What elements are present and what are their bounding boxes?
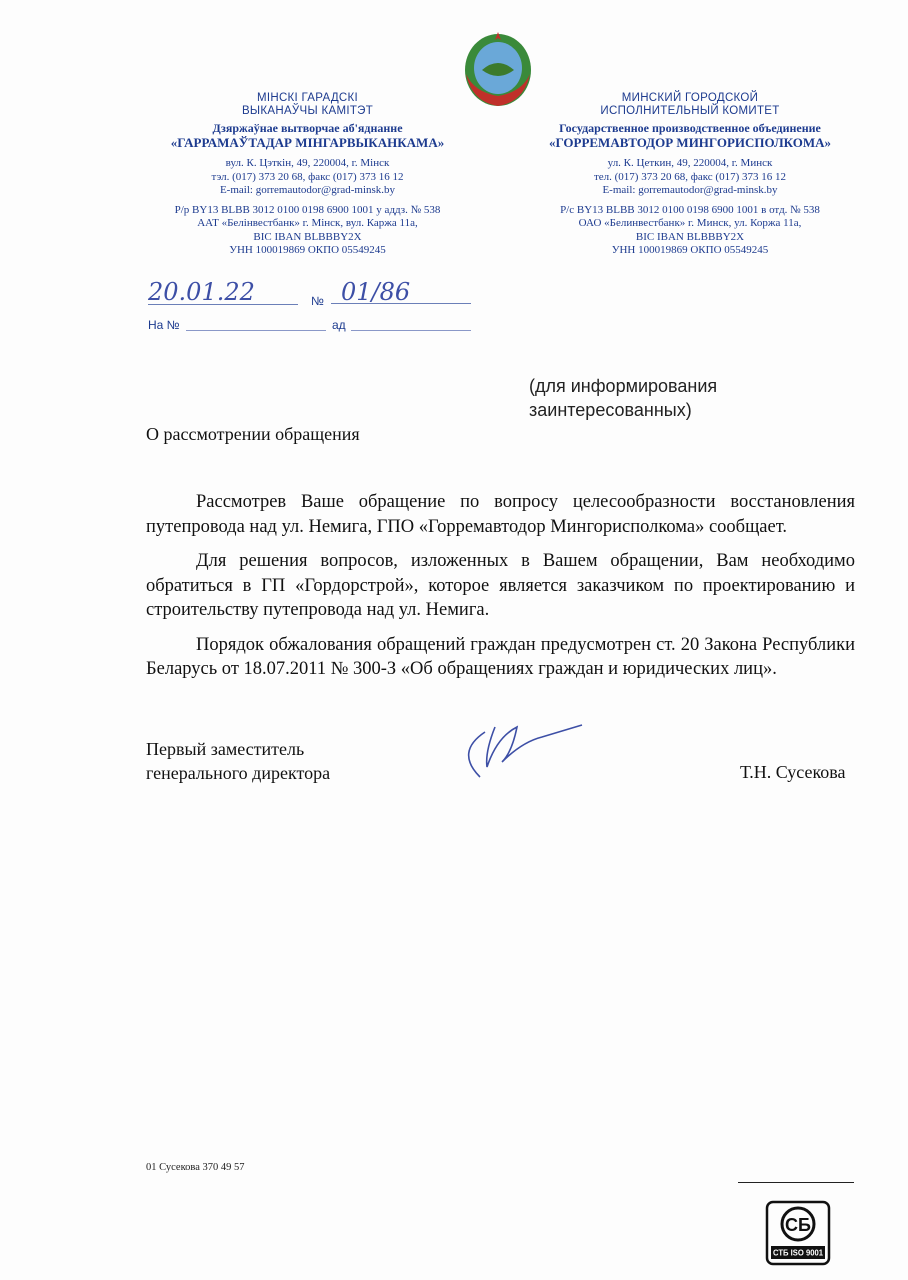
address: вул. К. Цэткін, 49, 220004, г. Мінск (225, 157, 390, 169)
bank-bic: BIC IBAN BLBBBY2X (635, 230, 745, 243)
handwritten-number: 01/86 (331, 278, 471, 304)
subject: О рассмотрении обращения (146, 424, 360, 444)
position-line: генерального директора (146, 763, 331, 783)
signer-position (146, 737, 330, 785)
phone: тел. (017) 373 20 68, факс (017) 373 16 12 (593, 170, 787, 183)
executor-contact: 01 Сусекова 370 49 57 (146, 1162, 245, 1173)
ref-from-blank (351, 330, 471, 331)
addressee-line: (для информирования (529, 376, 718, 396)
bank-account: Р/р BY13 BLBB 3012 0100 0198 6900 1001 у аддз. № 538 (174, 203, 441, 216)
bank-name: ОАО «Белинвестбанк» г. Минск, ул. Коржа 11а, (578, 217, 802, 229)
org-line: МИНСКИЙ ГОРОДСКОЙ (621, 92, 759, 104)
bank-account: Р/с BY13 BLBB 3012 0100 0198 6900 1001 в отд. № 538 (560, 203, 820, 216)
ref-from-label: ад (332, 318, 346, 332)
tax-ids: УНН 100019869 ОКПО 05549245 (229, 244, 386, 256)
tax-ids: УНН 100019869 ОКПО 05549245 (611, 244, 769, 256)
addressee-line: заинтересованных) (529, 400, 692, 420)
ref-blank (186, 330, 326, 331)
handwritten-date: 20.01.22 (148, 278, 298, 305)
letterhead-belarusian (130, 92, 485, 258)
org-name: «ГОРРЕМАВТОДОР МИНГОРИСПОЛКОМА» (548, 135, 832, 150)
email: E-mail: gorremautodor@grad-minsk.by (602, 184, 778, 196)
org-line: ВЫКАНАЎЧЫ КАМІТЭТ (241, 105, 374, 117)
paragraph: Порядок обжалования обращений граждан предусмотрен ст. 20 Закона Республики Беларусь от 18.07.2011 № 300-З «Об обращениях граждан и юридических лиц». (146, 634, 855, 679)
letterhead-russian (505, 92, 875, 258)
org-type: Дзяржаўнае вытворчае аб'яднанне (212, 121, 403, 135)
handwritten-signature (455, 712, 595, 782)
email: E-mail: gorremautodor@grad-minsk.by (219, 184, 396, 196)
certification-mark-text: СТБ ISO 9001 (773, 1247, 824, 1258)
paragraph: Рассмотрев Ваше обращение по вопросу целесообразности восстановления путепровода над ул. Немига, ГПО «Горремавтодор Мингорисполкома» сообщает. (146, 492, 855, 537)
org-type: Государственное производственное объединение (559, 121, 821, 135)
org-line: МІНСКІ ГАРАДСКІ (256, 92, 359, 104)
addressee (529, 374, 717, 422)
bank-name: ААТ «Белінвестбанк» г. Мінск, вул. Каржа 11а, (197, 217, 418, 229)
number-label: № (311, 294, 324, 308)
letter-body (146, 490, 855, 692)
phone: тэл. (017) 373 20 68, факс (017) 373 16 12 (211, 170, 404, 183)
address: ул. К. Цеткин, 49, 220004, г. Минск (607, 157, 773, 169)
org-name: «ГАРРАМАЎТАДАР МІНГАРВЫКАНКАМА» (170, 135, 445, 150)
paragraph: Для решения вопросов, изложенных в Вашем обращении, Вам необходимо обратиться в ГП «Гордорстрой», которое является заказчиком по проектированию и строительству путепровода над ул. Немига. (146, 551, 855, 620)
bank-bic: BIC IBAN BLBBBY2X (253, 230, 362, 243)
position-line: Первый заместитель (146, 739, 305, 759)
registration-line (146, 278, 471, 308)
stb-iso-9001-logo-icon (765, 1200, 831, 1266)
divider (738, 1182, 854, 1183)
ref-label: На № (148, 318, 180, 332)
svg-text:СБ: СБ (785, 1215, 811, 1235)
signer-name: Т.Н. Сусекова (740, 762, 846, 782)
org-line: ИСПОЛНИТЕЛЬНЫЙ КОМИТЕТ (600, 105, 780, 117)
